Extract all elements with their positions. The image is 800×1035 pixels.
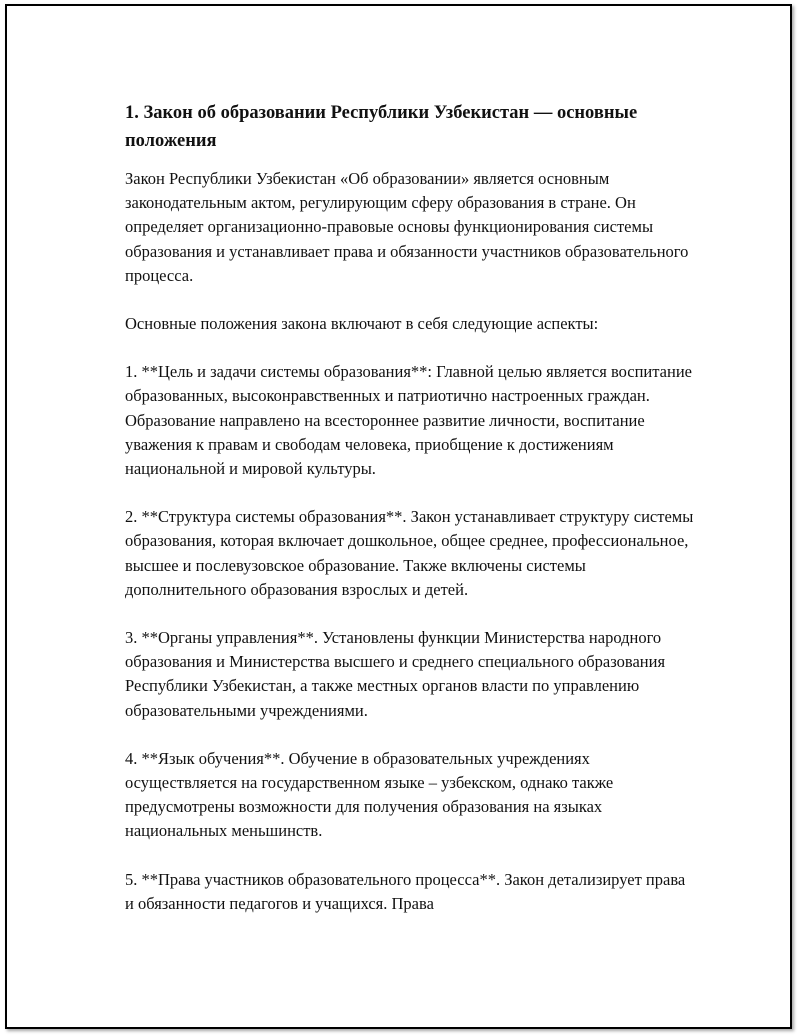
document-page <box>5 4 792 1029</box>
list-item-language: 4. **Язык обучения**. Обучение в образовательных учреждениях осуществляется на государственном языке – узбекском, однако также предусмотрены возможности для получения образования на языках национальных меньшинств. <box>125 748 614 841</box>
document-body <box>125 99 695 940</box>
list-item-participant-rights: 5. **Права участников образовательного процесса**. Закон детализирует права и обязанности педагогов и учащихся. Права <box>125 869 686 913</box>
list-item-structure: 2. **Структура системы образования**. Закон устанавливает структуру системы образования, которая включает дошкольное, общее среднее, профессиональное, высшее и послевузовское образование. Также включены системы дополнительного образования взрослых и детей. <box>125 507 694 599</box>
list-item-goals: 1. **Цель и задачи системы образования**: Главной целью является воспитание образованных, высоконравственных и патриотично настроенных граждан. Образование направлено на всестороннее развитие личности, воспитание уважения к правам и свободам человека, приобщение к достижениям национальной и мировой культуры. <box>125 362 692 479</box>
aspects-lead-paragraph: Основные положения закона включают в себя следующие аспекты: <box>125 314 599 334</box>
page-title: 1. Закон об образовании Республики Узбекистан — основные положения <box>125 103 638 151</box>
intro-paragraph: Закон Республики Узбекистан «Об образовании» является основным законодательным актом, регулирующим сферу образования в стране. Он определяет организационно-правовые основы функционирования системы образования и устанавливает права и обязанности участников образовательного процесса. <box>125 169 689 285</box>
list-item-governing-bodies: 3. **Органы управления**. Установлены функции Министерства народного образования и Министерства высшего и среднего специального образования Республики Узбекистан, а также местных органов власти по управлению образовательными учреждениями. <box>125 628 666 720</box>
